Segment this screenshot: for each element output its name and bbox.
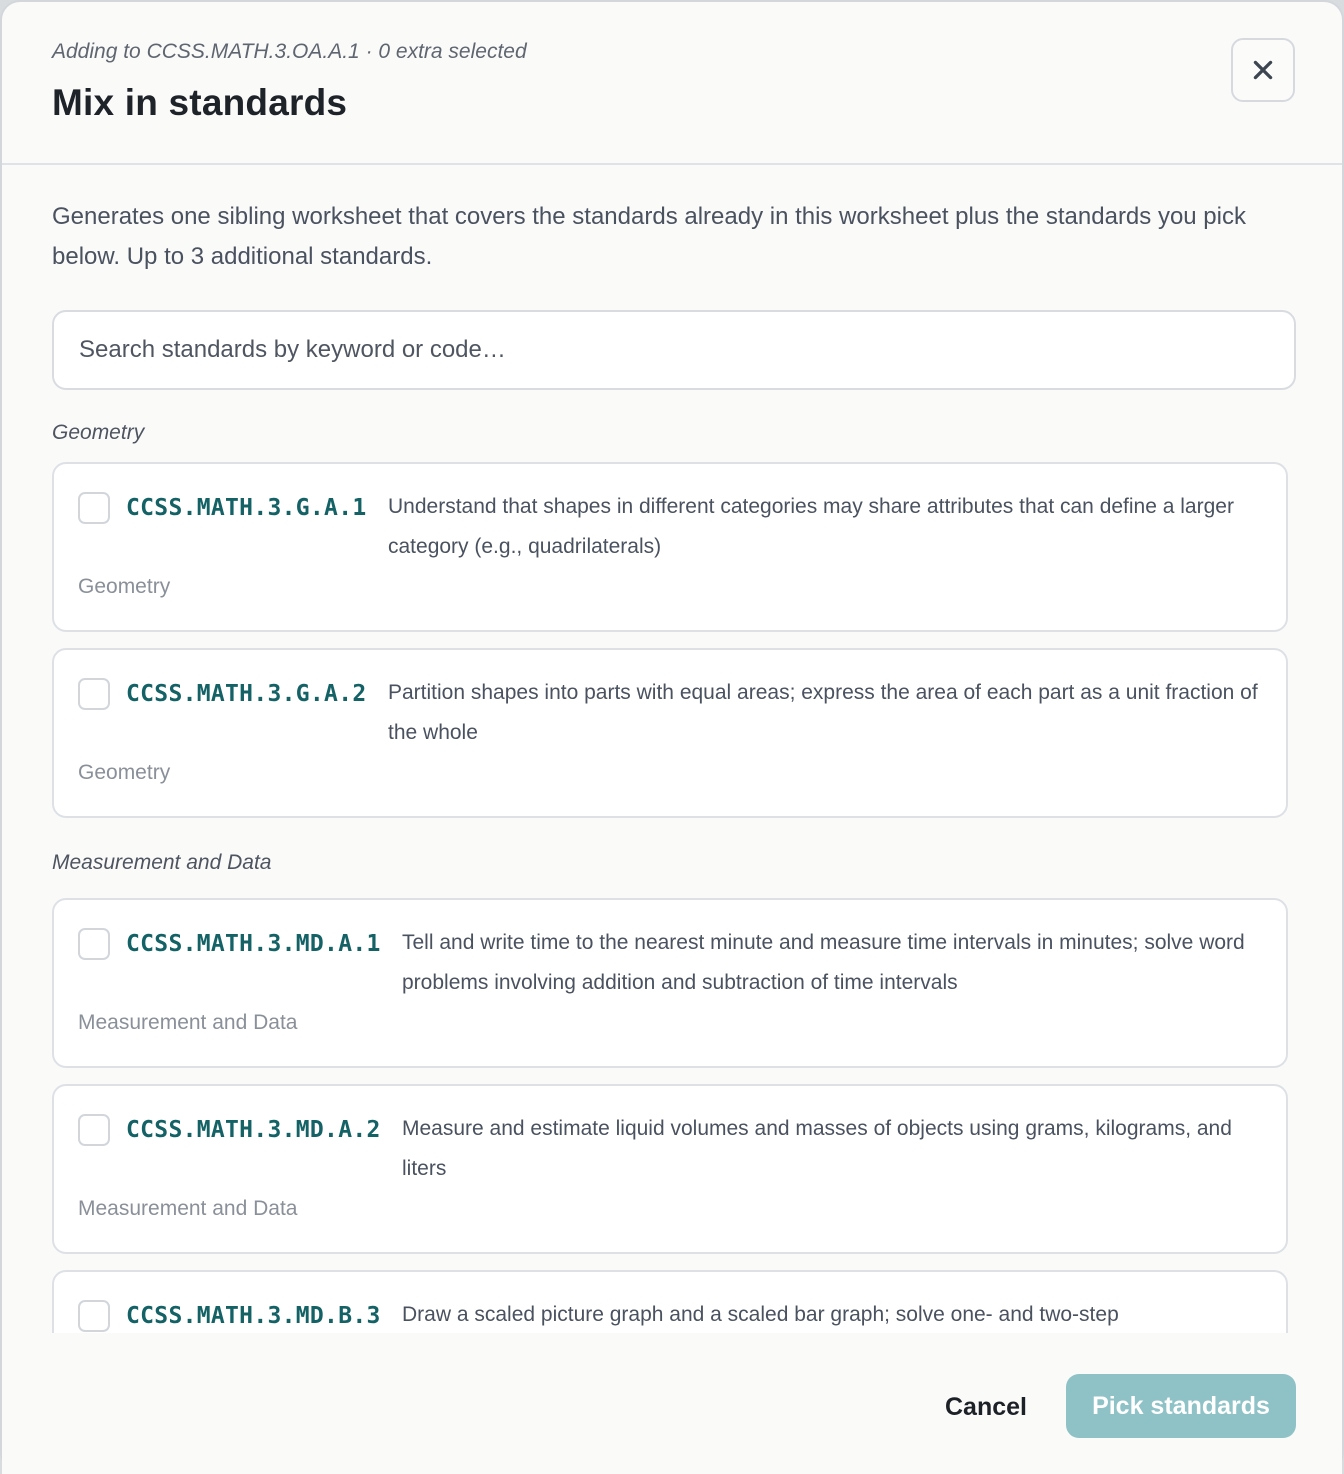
pick-standards-button[interactable]: Pick standards — [1066, 1374, 1296, 1438]
standard-checkbox[interactable] — [78, 1114, 110, 1146]
standard-checkbox[interactable] — [78, 678, 110, 710]
standard-description: Partition shapes into parts with equal areas; express the area of each part as a unit fraction of the whole — [388, 681, 1258, 744]
group-label-measurement-and-data: Measurement and Data — [52, 851, 272, 874]
dialog-title: Mix in standards — [52, 82, 348, 123]
standard-domain: Measurement and Data — [78, 1197, 298, 1220]
standard-checkbox[interactable] — [78, 928, 110, 960]
dialog-body[interactable] — [2, 167, 1342, 1333]
standard-card[interactable] — [52, 898, 1288, 1068]
standard-code: CCSS.MATH.3.MD.B.3 — [126, 1303, 381, 1329]
dialog-footer — [2, 1333, 1342, 1474]
standard-card[interactable] — [52, 648, 1288, 818]
standard-description: Tell and write time to the nearest minute and measure time intervals in minutes; solve word problems involving addition and subtraction of time intervals — [402, 931, 1245, 994]
cancel-button[interactable]: Cancel — [945, 1392, 1027, 1421]
standard-domain: Geometry — [78, 575, 171, 598]
context-line: Adding to CCSS.MATH.3.OA.A.1 · 0 extra selected — [52, 40, 527, 63]
standard-code: CCSS.MATH.3.G.A.2 — [126, 681, 367, 707]
description: Generates one sibling worksheet that covers the standards already in this worksheet plus the standards you pick below. Up to 3 additional standards. — [52, 203, 1246, 270]
standard-checkbox[interactable] — [78, 1300, 110, 1332]
standard-card[interactable] — [52, 1084, 1288, 1254]
standard-description: Measure and estimate liquid volumes and masses of objects using grams, kilograms, and liters — [402, 1117, 1232, 1180]
standard-checkbox[interactable] — [78, 492, 110, 524]
standard-code: CCSS.MATH.3.MD.A.2 — [126, 1117, 381, 1143]
standard-card[interactable] — [52, 462, 1288, 632]
search-input[interactable] — [52, 310, 1296, 390]
standard-description: Understand that shapes in different categories may share attributes that can define a larger category (e.g., quadrilaterals) — [388, 495, 1234, 558]
close-icon — [1250, 57, 1276, 83]
dialog-header — [2, 2, 1342, 165]
standard-description: Draw a scaled picture graph and a scaled bar graph; solve one- and two-step — [402, 1303, 1119, 1326]
close-button[interactable] — [1231, 38, 1295, 102]
standard-code: CCSS.MATH.3.G.A.1 — [126, 495, 367, 521]
standard-domain: Measurement and Data — [78, 1011, 298, 1034]
group-label-geometry: Geometry — [52, 421, 145, 444]
standard-code: CCSS.MATH.3.MD.A.1 — [126, 931, 381, 957]
standard-domain: Geometry — [78, 761, 171, 784]
